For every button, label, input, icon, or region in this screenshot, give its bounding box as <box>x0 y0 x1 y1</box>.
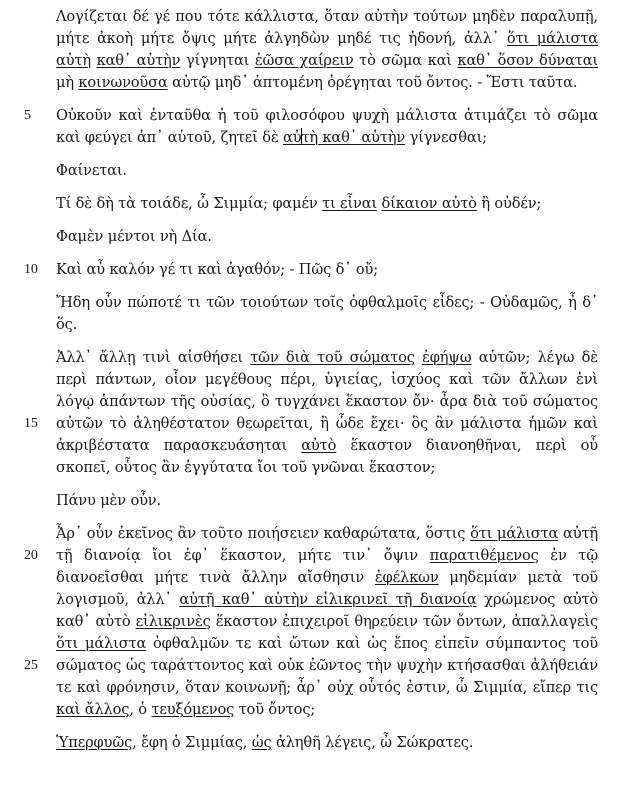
text-run: μηδεμίαν μετὰ τοῦ λογισμοῦ, ἀλλ᾽ <box>56 569 598 608</box>
text-paragraph[interactable] <box>56 193 598 215</box>
underlined-text: ἐφήψω <box>422 349 472 366</box>
text-run: μὴ <box>56 74 79 91</box>
text-run: ἕκαστον διανοηθῆναι, περὶ οὗ σκοπεῖ, οὗτος ἂν ἐγγύτατα ἴοι τοῦ γνῶναι ἕκαστον; <box>56 437 598 476</box>
text-run: Ἀλλ᾽ ἄλλῃ τινὶ αἰσθήσει <box>56 349 251 366</box>
text-run: Φαμὲν μέντοι νὴ Δία. <box>56 228 212 245</box>
text-run: ἕκαστον ἐπιχειροῖ θηρεύειν τῶν ὄντων, ἀπαλλαγεὶς <box>210 613 598 630</box>
underlined-text: καθ᾽ ὅσον δύναται <box>457 52 598 69</box>
text-paragraph[interactable] <box>24 347 598 479</box>
text-run: αὐτῶν; λέγω δὲ περὶ πάντων, οἷον μεγέθους πέρι, ὑγιείας, ἰσχύος καὶ τῶν ἄλλων ἑνὶ λόγῳ ἁπάντων τῆς οὐσίας, ὃ τυγχάνει ἕκαστον ὄν· ἆρα διὰ τοῦ σώματος αὐτῶν τὸ ἀληθέστατον θεωρεῖται, ἢ ὧδε ἔχει· ὃς ἂν μάλιστα ἡμῶν καὶ ἀκριβέστατα παρασκευάσηται <box>56 349 598 454</box>
text-run: , ἔφη ὁ Σιμμίας, <box>132 734 252 751</box>
text-run: Καὶ αὖ καλόν γέ τι καὶ ἀγαθόν; - Πῶς δ᾽ οὔ; <box>56 261 378 278</box>
text-run: , ὁ <box>129 701 152 718</box>
text-run: τοῦ ὄντος; <box>234 701 316 718</box>
underlined-text: αὐτὸ <box>301 437 337 454</box>
text-run: αὐτῇ τῇ διανοίᾳ ἴοι ἐφ᾽ ἕκαστον, μήτε τιν᾽ ὄψιν <box>56 525 598 564</box>
line-number: 15 <box>24 416 38 431</box>
text-run: Ἤδη οὖν πώποτέ τι τῶν τοιούτων τοῖς ὀφθαλμοῖς εἶδες; - Οὐδαμῶς, ἦ δ᾽ ὅς. <box>56 294 598 333</box>
underlined-text: κοινωνοῦσα <box>78 74 168 91</box>
underlined-text: εἰλικρινὲς <box>135 613 211 630</box>
text-paragraph[interactable] <box>56 292 598 336</box>
underlined-text: καὶ ἄλλος <box>56 701 130 718</box>
text-run: Τί δὲ δὴ τὰ τοιάδε, ὦ Σιμμία; φαμέν <box>56 195 323 212</box>
underlined-text: ὅτι μάλιστα <box>470 525 559 542</box>
text-run <box>415 349 422 366</box>
text-run: ἀληθῆ λέγεις, ὦ Σώκρατες. <box>271 734 474 751</box>
text-run: ἢ οὐδέν; <box>476 195 542 212</box>
text-run: ὀφθαλμῶν τε καὶ ὤτων καὶ ὡς ἔπος εἰπεῖν σύμπαντος τοῦ σώματος ὡς ταράττοντος καὶ οὐκ ἐῶντος τὴν ψυχὴν κτήσασθαι ἀλήθειάν τε καὶ φρόνησιν, ὅταν κοινωνῇ; ἆρ᾽ οὐχ οὗτός ἐστιν, ὦ Σιμμία, εἴπερ τις <box>56 635 598 696</box>
underlined-text: τι εἶναι <box>322 195 378 212</box>
underlined-text: Ὑπερφυῶς <box>56 734 133 751</box>
text-run: χρώμενος αὐτὸ καθ᾽ αὑτὸ <box>56 591 599 630</box>
underlined-text: ἐῶσα χαίρειν <box>254 52 354 69</box>
text-paragraph[interactable] <box>24 105 598 149</box>
underlined-text: τευξόμενος <box>151 701 235 718</box>
text-run: Οὐκοῦν καὶ ἐνταῦθα ἡ τοῦ φιλοσόφου ψυχὴ μάλιστα ἀτιμάζει τὸ σῶμα καὶ φεύγει ἀπ᾽ αὐτοῦ, ζητεῖ δὲ <box>56 107 598 146</box>
document-page[interactable] <box>0 6 621 765</box>
text-run: Ἆρ᾽ οὖν ἐκεῖνος ἂν τοῦτο ποιήσειεν καθαρώτατα, ὅστις <box>56 525 471 542</box>
line-number: 5 <box>24 108 31 123</box>
underlined-text: καθ᾽ αὑτὴν <box>96 52 181 69</box>
line-number: 10 <box>24 262 38 277</box>
text-run: τὸ σῶμα καὶ <box>353 52 458 69</box>
line-number: 25 <box>24 658 38 673</box>
text-paragraph[interactable] <box>56 160 598 182</box>
underlined-text: παρατιθέμενος <box>429 547 539 564</box>
text-paragraph[interactable] <box>56 6 598 94</box>
text-run: Φαίνεται. <box>56 162 127 179</box>
line-number: 20 <box>24 548 38 563</box>
underlined-text: ὅτι μάλιστα <box>56 635 147 652</box>
text-paragraph[interactable] <box>56 490 598 512</box>
text-run: γίγνεσθαι; <box>405 129 487 146</box>
underlined-text: αὐ <box>283 129 302 146</box>
text-run: Πάνυ μὲν οὖν. <box>56 492 162 509</box>
underlined-text: ὅτι μάλιστα <box>506 30 598 47</box>
text-run: αὐτῷ μηδ᾽ ἁπτομένη ὀρέγηται τοῦ ὄντος. - Ἔστι ταῦτα. <box>167 74 578 91</box>
text-run: ἐν τῷ διανοεῖσθαι μήτε τινὰ ἄλλην αἴσθησιν <box>56 547 598 586</box>
text-paragraph[interactable] <box>24 259 598 281</box>
text-paragraph[interactable] <box>24 523 599 721</box>
underlined-text: αὐτῇ καθ᾽ αὑτὴν εἰλικρινεῖ τῇ διανοίᾳ <box>179 591 477 608</box>
underlined-text: τῶν διὰ τοῦ σώματος <box>250 349 415 366</box>
text-run: γίγνηται <box>180 52 255 69</box>
underlined-text: ὡς <box>251 734 272 751</box>
underlined-text: τὴ καθ᾽ αὑτὴν <box>301 129 406 146</box>
text-paragraph[interactable] <box>56 226 598 248</box>
text-paragraph[interactable] <box>56 732 598 754</box>
text-run: Λογίζεται δέ γέ που τότε κάλλιστα, ὅταν αὐτὴν τούτων μηδὲν παραλυπῇ, μήτε ἀκοὴ μήτε ὄψις μήτε ἀλγηδὼν μηδέ τις ἡδονή, ἀλλ᾽ <box>56 8 598 47</box>
underlined-text: αὐτὴ <box>56 52 91 69</box>
underlined-text: ἐφέλκων <box>374 569 439 586</box>
underlined-text: δίκαιον αὐτὸ <box>381 195 477 212</box>
